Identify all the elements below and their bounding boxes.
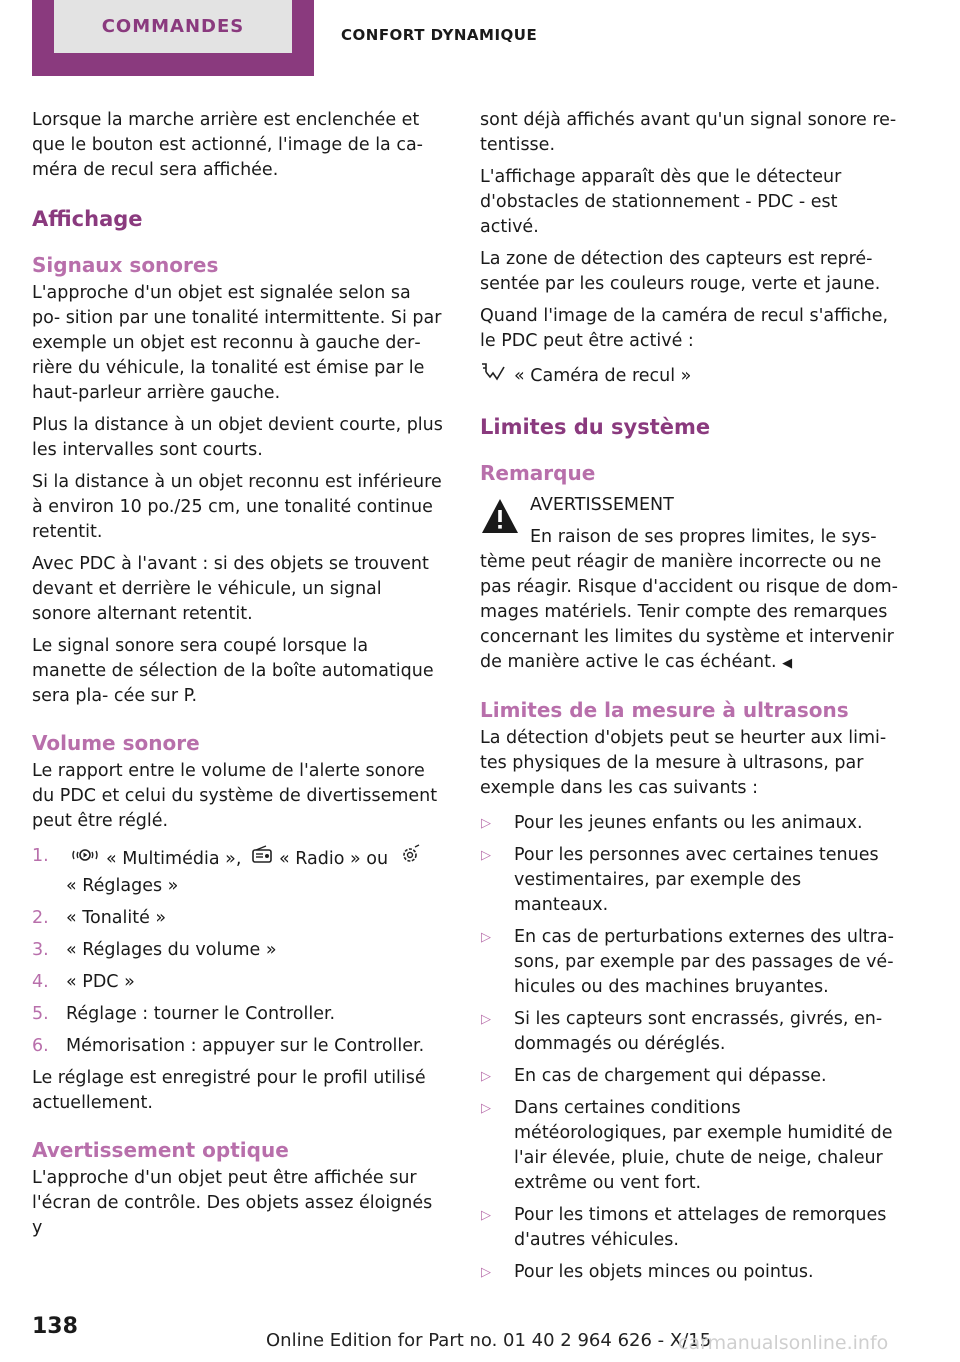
warning-block xyxy=(480,493,898,676)
step-item xyxy=(32,970,444,995)
paragraph-signaux-2: Plus la distance à un objet devient courte, plus les intervalles sont courts. xyxy=(32,415,443,460)
bullet-marker: ▷ xyxy=(481,1265,491,1280)
list-item-text: Dans certaines conditions météorologiques, par exemple humidité de l'air élevée, pluie, chute de neige, chaleur extrême ou vent fort. xyxy=(514,1098,893,1193)
rear-camera-icon xyxy=(480,361,506,391)
chapter-tab xyxy=(32,0,314,76)
edition-footer: Online Edition for Part no. 01 40 2 964 626 - X/15 xyxy=(266,1330,712,1351)
paragraph-camera-activation: Quand l'image de la caméra de recul s'affiche, le PDC peut être activé : xyxy=(480,306,889,351)
paragraph-affichage-pdc: L'affichage apparaît dès que le détecteur d'obstacles de stationnement - PDC - est activé. xyxy=(480,167,842,237)
paragraph-volume: Le rapport entre le volume de l'alerte sonore du PDC et celui du système de divertissement peut être réglé. xyxy=(32,761,438,831)
step-item xyxy=(32,844,444,899)
paragraph-zone-detection: La zone de détection des capteurs est repré‐ sentée par les couleurs rouge, verte et jaune. xyxy=(480,249,881,294)
page-number: 138 xyxy=(32,1314,78,1339)
list-item xyxy=(480,1096,898,1196)
heading-signaux-sonores: Signaux sonores xyxy=(32,253,219,277)
step-text: « PDC » xyxy=(66,972,135,992)
step-text: Réglage : tourner le Controller. xyxy=(66,1004,336,1024)
step-text: « Tonalité » xyxy=(66,908,167,928)
step-item xyxy=(32,938,444,963)
step-number: 2. xyxy=(32,908,49,928)
heading-limites-ultrasons: Limites de la mesure à ultrasons xyxy=(480,698,849,722)
left-column xyxy=(32,108,444,1248)
step-number: 6. xyxy=(32,1036,49,1056)
paragraph-signaux-4: Avec PDC à l'avant : si des objets se trouvent devant et derrière le véhicule, un signal sonore alternant retentit. xyxy=(32,554,429,624)
warning-paragraph xyxy=(480,525,898,676)
paragraph-continuation: sont déjà affichés avant qu'un signal sonore re‐ tentisse. xyxy=(480,110,897,155)
heading-volume-sonore: Volume sonore xyxy=(32,731,200,755)
watermark: carmanualsonline.info xyxy=(678,1332,889,1354)
list-item-text: En cas de perturbations externes des ultra‐ sons, par exemple par des passages de vé‐ hicules ou des machines bruyantes. xyxy=(514,927,894,997)
multimedia-icon xyxy=(70,845,100,873)
list-item xyxy=(480,1007,898,1057)
step-multimedia-label: « Multimédia », xyxy=(106,849,242,869)
bullet-marker: ▷ xyxy=(481,816,491,831)
step-text: « Réglages du volume » xyxy=(66,940,277,960)
list-item xyxy=(480,1260,898,1285)
list-item xyxy=(480,811,898,836)
list-item-text: Si les capteurs sont encrassés, givrés, en‐ dommagés ou déréglés. xyxy=(514,1009,883,1054)
step-number: 1. xyxy=(32,846,49,866)
step-radio-label: « Radio » ou xyxy=(278,849,389,869)
volume-steps-list xyxy=(32,844,444,1059)
paragraph-avertissement: L'approche d'un objet peut être affichée sur l'écran de contrôle. Des objets assez éloignés y xyxy=(32,1168,433,1238)
step-number: 3. xyxy=(32,940,49,960)
right-column xyxy=(480,108,898,1292)
list-item xyxy=(480,1203,898,1253)
end-mark: ◀ xyxy=(782,656,793,671)
paragraph-volume-end: Le réglage est enregistré pour le profil utilisé actuellement. xyxy=(32,1068,426,1113)
step-reglages-label: « Réglages » xyxy=(66,876,179,896)
list-item xyxy=(480,925,898,1000)
ultrasons-limits-list xyxy=(480,811,898,1285)
heading-avertissement-optique: Avertissement optique xyxy=(32,1138,289,1162)
chapter-title: COMMANDES xyxy=(101,16,245,37)
radio-icon xyxy=(251,845,273,873)
step-text: Mémorisation : appuyer sur le Controller. xyxy=(66,1036,425,1056)
step-item xyxy=(32,1034,444,1059)
paragraph-signaux-3: Si la distance à un objet reconnu est inférieure à environ 10 po./25 cm, une tonalité continue retentit. xyxy=(32,472,442,542)
bullet-marker: ▷ xyxy=(481,1208,491,1223)
heading-affichage: Affichage xyxy=(32,207,143,231)
camera-menu-label: « Caméra de recul » xyxy=(514,366,692,386)
step-number: 5. xyxy=(32,1004,49,1024)
settings-icon xyxy=(398,844,422,874)
bullet-marker: ▷ xyxy=(481,1069,491,1084)
step-number: 4. xyxy=(32,972,49,992)
list-item xyxy=(480,1064,898,1089)
camera-menu-line xyxy=(480,361,898,391)
warning-text: En raison de ses propres limites, le sys‐ tème peut réagir de manière incorrecte ou ne pas réagir. Risque d'accident ou risque de dom‐ mages matériels. Tenir compte des remarques concernant les limites du système et intervenir de manière active le cas échéant. xyxy=(480,527,898,672)
list-item-text: Pour les objets minces ou pointus. xyxy=(514,1262,814,1282)
bullet-marker: ▷ xyxy=(481,1012,491,1027)
warning-triangle-icon xyxy=(480,497,520,543)
section-title: CONFORT DYNAMIQUE xyxy=(341,26,538,44)
paragraph-signaux-5: Le signal sonore sera coupé lorsque la manette de sélection de la boîte automatique sera pla‐ cée sur P. xyxy=(32,636,434,706)
list-item-text: Pour les personnes avec certaines tenues vestimentaires, par exemple des manteaux. xyxy=(514,845,879,915)
intro-paragraph: Lorsque la marche arrière est enclenchée et que le bouton est actionné, l'image de la ca‐ méra de recul sera affichée. xyxy=(32,110,423,180)
list-item-text: En cas de chargement qui dépasse. xyxy=(514,1066,827,1086)
step-item xyxy=(32,1002,444,1027)
heading-limites-systeme: Limites du système xyxy=(480,415,711,439)
bullet-marker: ▷ xyxy=(481,848,491,863)
paragraph-ultrasons: La détection d'objets peut se heurter aux limi‐ tes physiques de la mesure à ultrasons, par exemple dans les cas suivants : xyxy=(480,728,887,798)
list-item xyxy=(480,843,898,918)
list-item-text: Pour les jeunes enfants ou les animaux. xyxy=(514,813,863,833)
paragraph-signaux-1: L'approche d'un objet est signalée selon sa po‐ sition par une tonalité intermittente. Si par exemple un objet est reconnu à gauche der‐ rière du véhicule, la tonalité est émise par le haut-parleur arrière gauche. xyxy=(32,283,442,403)
bullet-marker: ▷ xyxy=(481,1101,491,1116)
list-item-text: Pour les timons et attelages de remorques d'autres véhicules. xyxy=(514,1205,887,1250)
step-item xyxy=(32,906,444,931)
warning-title: AVERTISSEMENT xyxy=(530,495,674,515)
bullet-marker: ▷ xyxy=(481,930,491,945)
chapter-tab-inner xyxy=(54,0,292,53)
heading-remarque: Remarque xyxy=(480,461,596,485)
